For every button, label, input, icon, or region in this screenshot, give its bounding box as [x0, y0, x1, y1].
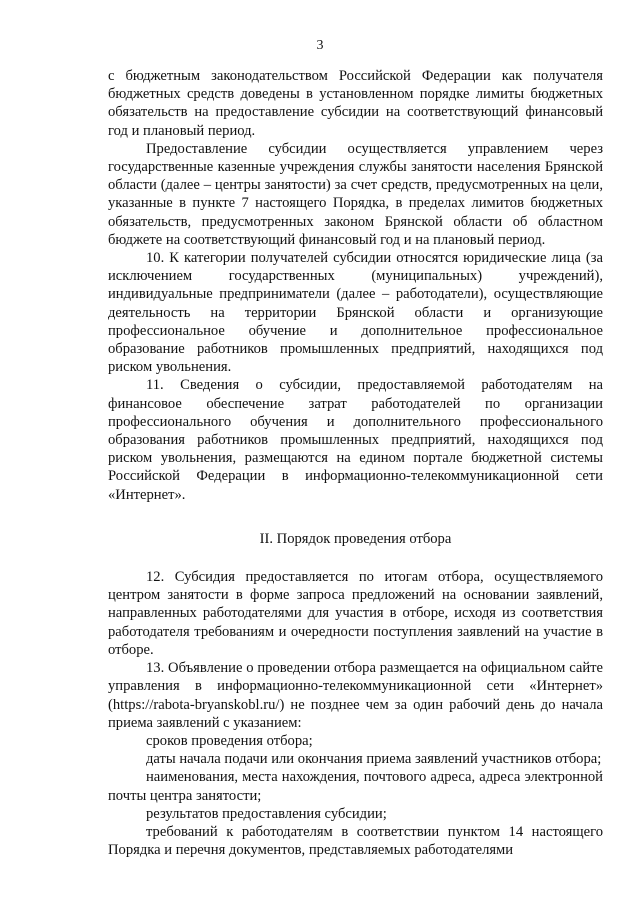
paragraph: сроков проведения отбора;	[146, 732, 313, 749]
paragraph: 13. Объявление о проведении отбора размещается на официальном сайте управления в информационно-телекоммуникационной сети «Интернет» (https://rabota-bryanskobl.ru/) не позднее чем за один рабочий день до начала приема заявлений с указанием:	[108, 660, 603, 731]
paragraphs-after-heading	[108, 568, 603, 859]
paragraph: 11. Сведения о субсидии, предоставляемой работодателям на финансовое обеспечение затрат работодателей по организации профессионального обучения и дополнительного профессионального образования работников промышленных предприятий, находящихся под риском увольнения, размещаются на едином портале бюджетной системы Российской Федерации в информационно-телекоммуникационной сети «Интернет».	[108, 377, 603, 503]
paragraph: с бюджетным законодательством Российской Федерации как получателя бюджетных средств доведены в установленном порядке лимиты бюджетных обязательств на предоставление субсидии на соответствующий финансовый год и плановый период.	[108, 68, 603, 139]
paragraph: даты начала подачи или окончания приема заявлений участников отбора;	[146, 751, 602, 768]
paragraphs-before-heading	[108, 67, 603, 504]
paragraph: Предоставление субсидии осуществляется управлением через государственные казенные учреждения службы занятости населения Брянской области (далее – центры занятости) за счет средств, предусмотренных на цели, указанные в пункте 7 настоящего Порядка, в пределах лимитов бюджетных обязательств, предусмотренных законом Брянской области об областном бюджете на соответствующий финансовый год и на плановый период.	[108, 140, 603, 248]
paragraph: результатов предоставления субсидии;	[146, 805, 387, 822]
page-number: 3	[316, 38, 324, 53]
paragraph: 10. К категории получателей субсидии относятся юридические лица (за исключением государственных (муниципальных) учреждений), индивидуальные предприниматели (далее – работодатели), осуществляющие деятельность на территории Брянской области и организующие профессиональное обучение и дополнительное профессиональное образование работников промышленных предприятий, находящихся под риском увольнения.	[108, 250, 603, 376]
document-body	[108, 67, 603, 859]
section-heading: II. Порядок проведения отбора	[259, 530, 452, 547]
paragraph: 12. Субсидия предоставляется по итогам отбора, осуществляемого центром занятости в форме запроса предложений на основании заявлений, направленных работодателями для участия в отборе, исходя из соответствия работодателя требованиям и очередности поступления заявлений на участие в отборе.	[108, 569, 603, 658]
paragraph: требований к работодателям в соответствии пунктом 14 настоящего Порядка и перечня документов, представляемых работодателями	[108, 823, 603, 859]
paragraph: наименования, места нахождения, почтового адреса, адреса электронной почты центра занятости;	[108, 769, 603, 804]
